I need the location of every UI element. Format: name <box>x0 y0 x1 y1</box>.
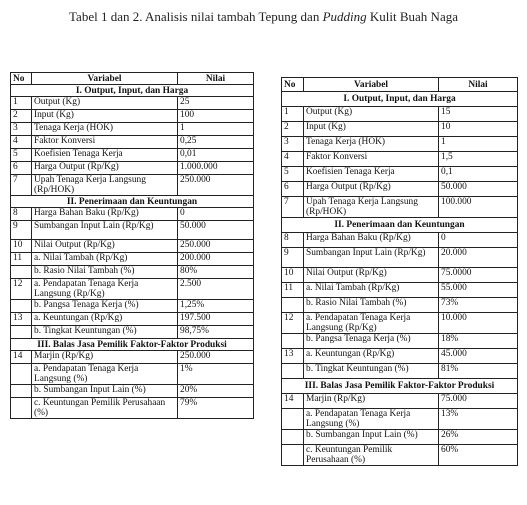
table-row <box>11 110 254 123</box>
table-row <box>282 152 518 167</box>
variable-cell: Marjin (Rp/Kg) <box>304 394 439 409</box>
row-number: 12 <box>282 313 304 334</box>
value-cell: 10.000 <box>439 313 518 334</box>
value-cell: 20% <box>178 385 254 398</box>
table-row <box>11 313 254 326</box>
variable-cell: a. Pendapatan Tenaga Kerja Langsung (Rp/Kg) <box>32 279 178 300</box>
row-number <box>282 430 304 445</box>
column-header-no: No <box>11 73 32 85</box>
variable-cell: a. Nilai Tambah (Rp/Kg) <box>304 283 439 298</box>
section-row <box>11 85 254 97</box>
variable-cell: Sumbangan Input Lain (Rp/Kg) <box>32 221 178 240</box>
variable-cell: Harga Bahan Baku (Rp/Kg) <box>304 233 439 248</box>
row-number: 13 <box>282 349 304 364</box>
row-number: 2 <box>11 110 32 123</box>
value-cell: 26% <box>439 430 518 445</box>
section-title: II. Penerimaan dan Keuntungan <box>11 196 254 208</box>
row-number: 14 <box>11 351 32 364</box>
value-cell: 2.500 <box>178 279 254 300</box>
variable-cell: b. Sumbangan Input Lain (%) <box>32 385 178 398</box>
value-cell: 20.000 <box>439 248 518 268</box>
variable-cell: Tenaga Kerja (HOK) <box>304 137 439 152</box>
table-row <box>11 208 254 221</box>
value-cell: 79% <box>178 398 254 419</box>
row-number: 11 <box>282 283 304 298</box>
row-number <box>11 266 32 279</box>
table-row <box>282 233 518 248</box>
value-cell: 0,01 <box>178 149 254 162</box>
table-row <box>282 248 518 268</box>
section-title: II. Penerimaan dan Keuntungan <box>282 218 518 233</box>
variable-cell: b. Pangsa Tenaga Kerja (%) <box>304 334 439 349</box>
section-title: III. Balas Jasa Pemilik Faktor-Faktor Produksi <box>11 339 254 351</box>
value-cell: 55.000 <box>439 283 518 298</box>
table-pudding-body <box>282 78 518 466</box>
table-row <box>282 283 518 298</box>
table-row <box>282 298 518 313</box>
section-title: I. Output, Input, dan Harga <box>282 92 518 107</box>
row-number: 5 <box>11 149 32 162</box>
value-cell: 250.000 <box>178 175 254 196</box>
table-row <box>282 445 518 466</box>
variable-cell: Faktor Konversi <box>32 136 178 149</box>
variable-cell: b. Tingkat Keuntungan (%) <box>32 326 178 339</box>
value-cell: 73% <box>439 298 518 313</box>
row-number: 9 <box>282 248 304 268</box>
value-cell: 0,25 <box>178 136 254 149</box>
table-row <box>282 122 518 137</box>
value-cell: 100.000 <box>439 197 518 218</box>
row-number <box>11 398 32 419</box>
table-row <box>11 253 254 266</box>
value-cell: 0 <box>178 208 254 221</box>
variable-cell: Harga Output (Rp/Kg) <box>32 162 178 175</box>
value-cell: 75.0000 <box>439 268 518 283</box>
row-number: 5 <box>282 167 304 182</box>
caption-suffix: Kulit Buah Naga <box>366 9 458 24</box>
value-cell: 81% <box>439 364 518 379</box>
table-header-row <box>11 73 254 85</box>
value-cell: 0,1 <box>439 167 518 182</box>
value-cell: 250.000 <box>178 240 254 253</box>
table-header-row <box>282 78 518 92</box>
table-pudding <box>281 77 518 466</box>
section-row <box>282 218 518 233</box>
variable-cell: a. Keuntungan (Rp/Kg) <box>32 313 178 326</box>
variable-cell: Input (Kg) <box>304 122 439 137</box>
table-row <box>282 364 518 379</box>
table-row <box>11 385 254 398</box>
column-header-nilai: Nilai <box>178 73 254 85</box>
table-row <box>282 167 518 182</box>
row-number <box>282 364 304 379</box>
row-number: 4 <box>282 152 304 167</box>
variable-cell: b. Tingkat Keuntungan (%) <box>304 364 439 379</box>
variable-cell: Nilai Output (Rp/Kg) <box>304 268 439 283</box>
row-number: 10 <box>11 240 32 253</box>
value-cell: 13% <box>439 409 518 430</box>
value-cell: 1 <box>178 123 254 136</box>
table-row <box>11 240 254 253</box>
caption-prefix: Tabel 1 dan 2. Analisis nilai tambah Tepung dan <box>69 9 323 24</box>
table-tepung-body <box>11 73 254 419</box>
table-row <box>282 349 518 364</box>
table-row <box>11 149 254 162</box>
section-title: I. Output, Input, dan Harga <box>11 85 254 97</box>
row-number: 1 <box>282 107 304 122</box>
column-header-nilai: Nilai <box>439 78 518 92</box>
row-number <box>11 326 32 339</box>
value-cell: 1 <box>439 137 518 152</box>
variable-cell: a. Nilai Tambah (Rp/Kg) <box>32 253 178 266</box>
value-cell: 1.000.000 <box>178 162 254 175</box>
table-row <box>282 334 518 349</box>
table-row <box>11 398 254 419</box>
variable-cell: a. Pendapatan Tenaga Kerja Langsung (Rp/Kg) <box>304 313 439 334</box>
table-row <box>282 313 518 334</box>
variable-cell: b. Sumbangan Input Lain (%) <box>304 430 439 445</box>
value-cell: 80% <box>178 266 254 279</box>
table-row <box>11 266 254 279</box>
variable-cell: b. Rasio Nilai Tambah (%) <box>304 298 439 313</box>
value-cell: 200.000 <box>178 253 254 266</box>
row-number: 11 <box>11 253 32 266</box>
variable-cell: Tenaga Kerja (HOK) <box>32 123 178 136</box>
table-row <box>282 107 518 122</box>
value-cell: 45.000 <box>439 349 518 364</box>
value-cell: 15 <box>439 107 518 122</box>
value-cell: 60% <box>439 445 518 466</box>
variable-cell: Sumbangan Input Lain (Rp/Kg) <box>304 248 439 268</box>
table-row <box>282 197 518 218</box>
variable-cell: a. Pendapatan Tenaga Kerja Langsung (%) <box>32 364 178 385</box>
variable-cell: a. Keuntungan (Rp/Kg) <box>304 349 439 364</box>
value-cell: 98,75% <box>178 326 254 339</box>
value-cell: 1,5 <box>439 152 518 167</box>
value-cell: 50.000 <box>178 221 254 240</box>
table-caption <box>0 9 527 25</box>
section-title: III. Balas Jasa Pemilik Faktor-Faktor Produksi <box>282 379 518 394</box>
variable-cell: c. Keuntungan Pemilik Perusahaan (%) <box>304 445 439 466</box>
value-cell: 1% <box>178 364 254 385</box>
table-row <box>11 136 254 149</box>
row-number: 7 <box>282 197 304 218</box>
variable-cell: b. Rasio Nilai Tambah (%) <box>32 266 178 279</box>
row-number <box>282 409 304 430</box>
variable-cell: Harga Bahan Baku (Rp/Kg) <box>32 208 178 221</box>
row-number: 2 <box>282 122 304 137</box>
column-header-variabel: Variabel <box>304 78 439 92</box>
value-cell: 100 <box>178 110 254 123</box>
row-number: 6 <box>282 182 304 197</box>
caption-italic: Pudding <box>322 9 367 24</box>
row-number: 4 <box>11 136 32 149</box>
table-row <box>11 351 254 364</box>
row-number: 12 <box>11 279 32 300</box>
table-row <box>282 394 518 409</box>
table-row <box>11 175 254 196</box>
row-number <box>282 334 304 349</box>
variable-cell: Output (Kg) <box>32 97 178 110</box>
section-row <box>282 379 518 394</box>
row-number: 6 <box>11 162 32 175</box>
value-cell: 25 <box>178 97 254 110</box>
value-cell: 250.000 <box>178 351 254 364</box>
variable-cell: Koefisien Tenaga Kerja <box>304 167 439 182</box>
table-row <box>282 409 518 430</box>
variable-cell: Upah Tenaga Kerja Langsung (Rp/HOK) <box>304 197 439 218</box>
table-row <box>11 162 254 175</box>
row-number: 14 <box>282 394 304 409</box>
row-number <box>11 364 32 385</box>
section-row <box>11 196 254 208</box>
table-row <box>11 326 254 339</box>
table-row <box>282 137 518 152</box>
variable-cell: Nilai Output (Rp/Kg) <box>32 240 178 253</box>
variable-cell: Koefisien Tenaga Kerja <box>32 149 178 162</box>
value-cell: 75.000 <box>439 394 518 409</box>
variable-cell: Faktor Konversi <box>304 152 439 167</box>
table-row <box>282 182 518 197</box>
value-cell: 197.500 <box>178 313 254 326</box>
column-header-variabel: Variabel <box>32 73 178 85</box>
column-header-no: No <box>282 78 304 92</box>
row-number: 1 <box>11 97 32 110</box>
row-number <box>282 298 304 313</box>
row-number <box>282 445 304 466</box>
variable-cell: b. Pangsa Tenaga Kerja (%) <box>32 300 178 313</box>
table-row <box>11 221 254 240</box>
row-number: 8 <box>282 233 304 248</box>
table-row <box>11 97 254 110</box>
row-number: 3 <box>282 137 304 152</box>
table-row <box>11 279 254 300</box>
section-row <box>11 339 254 351</box>
variable-cell: a. Pendapatan Tenaga Kerja Langsung (%) <box>304 409 439 430</box>
row-number: 3 <box>11 123 32 136</box>
variable-cell: c. Keuntungan Pemilik Perusahaan (%) <box>32 398 178 419</box>
row-number: 8 <box>11 208 32 221</box>
variable-cell: Input (Kg) <box>32 110 178 123</box>
table-row <box>11 364 254 385</box>
value-cell: 1,25% <box>178 300 254 313</box>
value-cell: 10 <box>439 122 518 137</box>
value-cell: 50.000 <box>439 182 518 197</box>
table-row <box>282 268 518 283</box>
row-number <box>11 300 32 313</box>
row-number <box>11 385 32 398</box>
row-number: 10 <box>282 268 304 283</box>
table-row <box>11 123 254 136</box>
variable-cell: Upah Tenaga Kerja Langsung (Rp/HOK) <box>32 175 178 196</box>
variable-cell: Output (Kg) <box>304 107 439 122</box>
row-number: 13 <box>11 313 32 326</box>
variable-cell: Marjin (Rp/Kg) <box>32 351 178 364</box>
section-row <box>282 92 518 107</box>
table-row <box>11 300 254 313</box>
table-tepung <box>10 72 254 419</box>
value-cell: 18% <box>439 334 518 349</box>
table-row <box>282 430 518 445</box>
row-number: 7 <box>11 175 32 196</box>
value-cell: 0 <box>439 233 518 248</box>
variable-cell: Harga Output (Rp/Kg) <box>304 182 439 197</box>
row-number: 9 <box>11 221 32 240</box>
